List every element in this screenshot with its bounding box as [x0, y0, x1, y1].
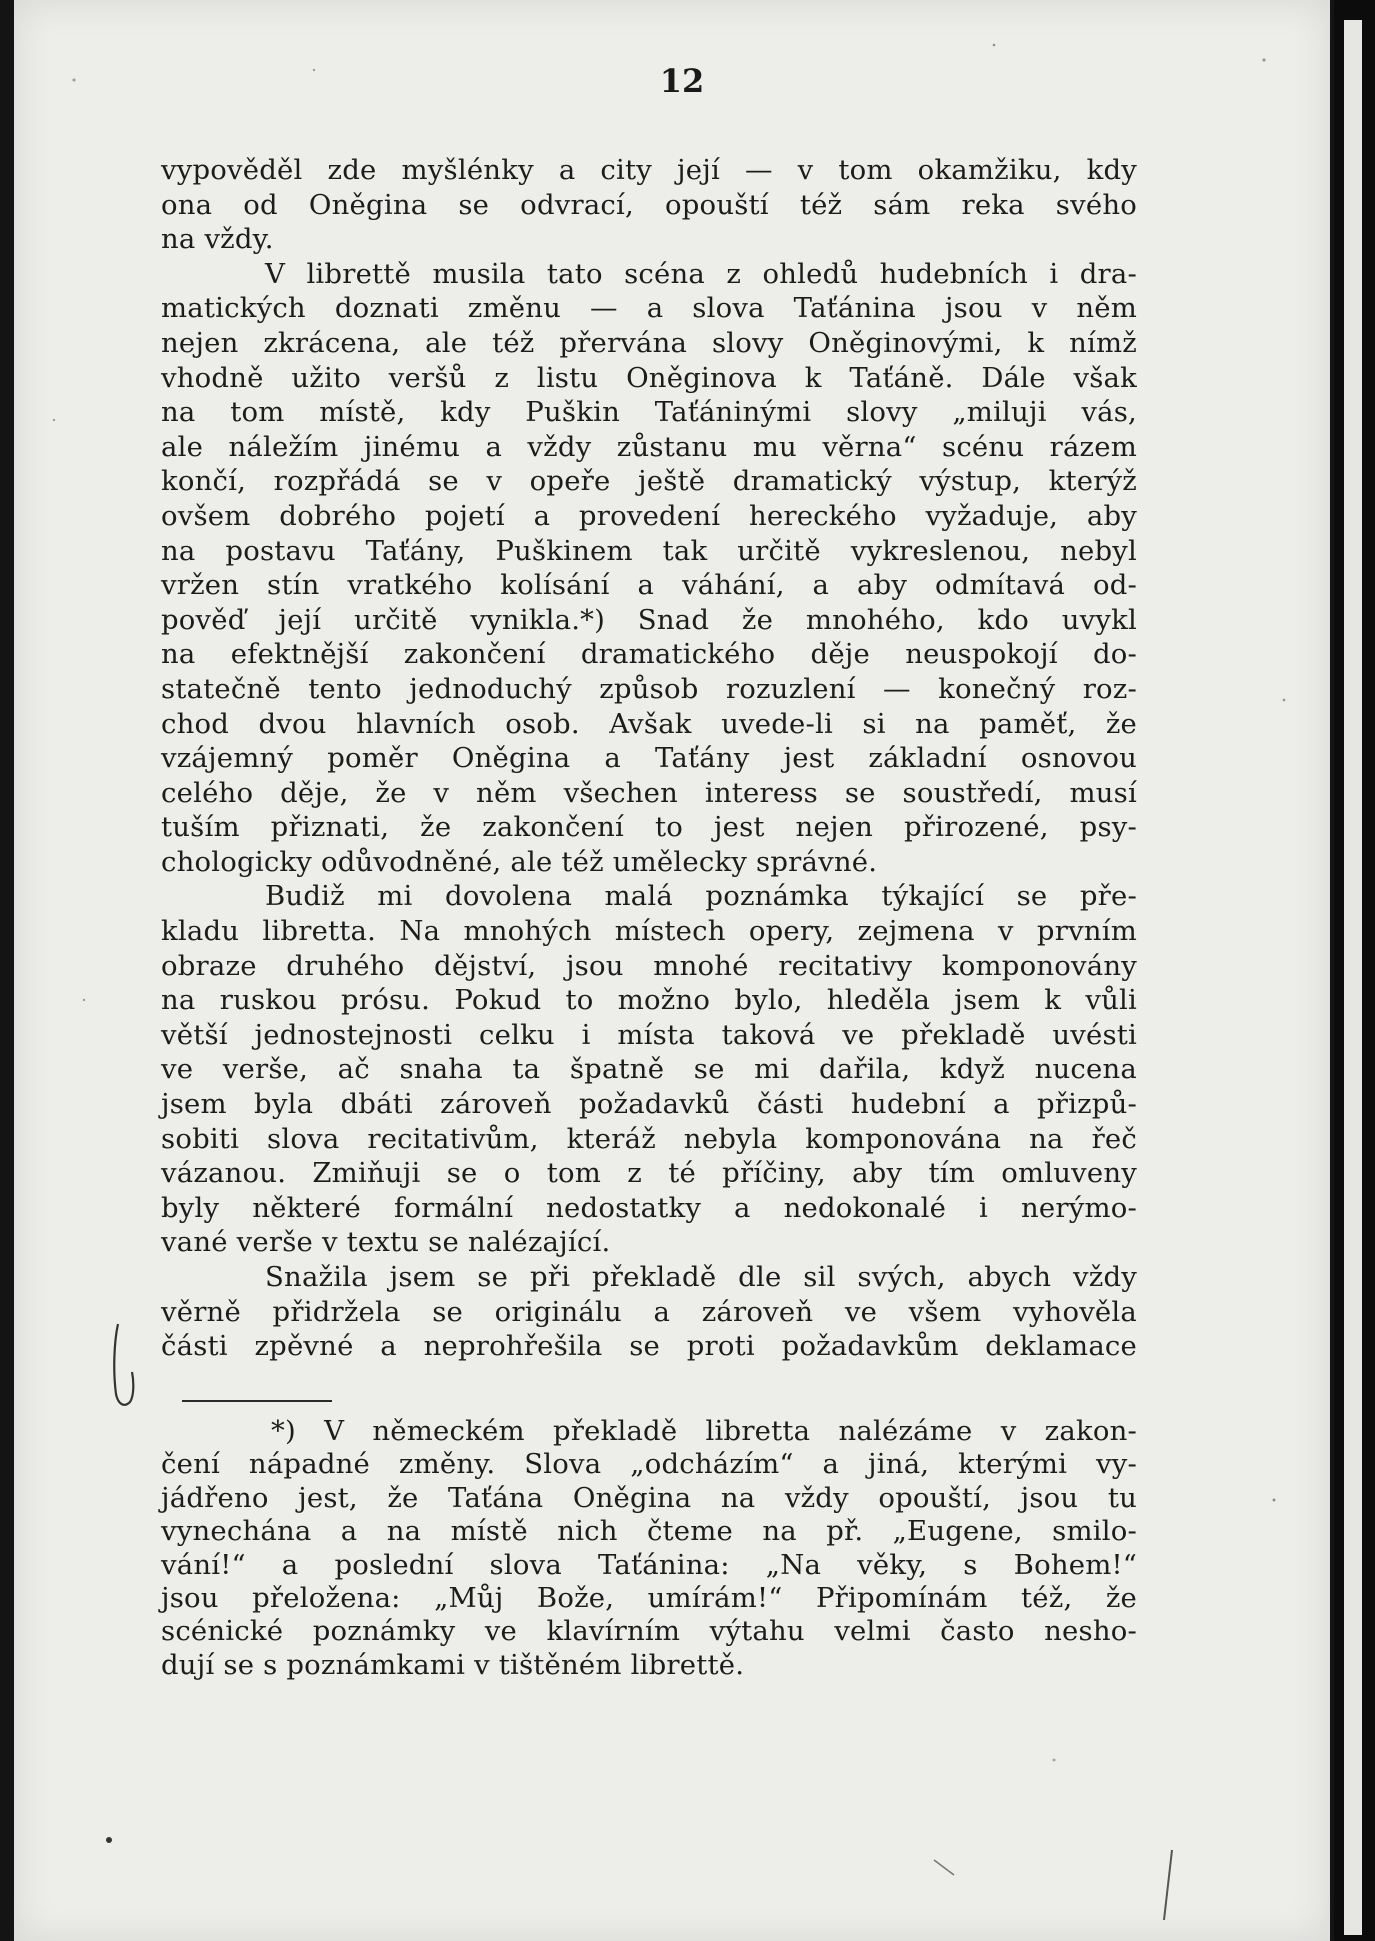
text-line: na tom místě, kdy Puškin Taťáninými slovy „miluji vás,	[161, 396, 1137, 429]
footnote-separator	[182, 1400, 332, 1402]
text-line: jsem byla dbáti zároveň požadavků části hudební a přizpů-	[161, 1088, 1137, 1121]
text-line: Snažila jsem se při překladě dle sil svých, abych vždy	[265, 1261, 1137, 1293]
text-line: vázanou. Zmiňuji se o tom z té příčiny, aby tím omluveny	[161, 1157, 1137, 1190]
text-line: ve verše, ač snaha ta špatně se mi dařila, když nucena	[161, 1053, 1137, 1086]
footnote-line: scénické poznámky ve klavírním výtahu velmi často nesho-	[161, 1615, 1137, 1648]
text-line: matických doznati změnu — a slova Taťánina jsou v něm	[161, 292, 1137, 325]
text-line: končí, rozpřádá se v opeře ještě dramatický výstup, kterýž	[161, 465, 1137, 498]
next-page-edge	[1344, 20, 1362, 1935]
text-line: na postavu Taťány, Puškinem tak určitě vykreslenou, nebyl	[161, 534, 1137, 567]
text-line: tuším přiznati, že zakončení to jest nejen přirozené, psy-	[161, 811, 1137, 844]
footnote-line: jádřeno jest, že Taťána Oněgina na vždy opouští, jsou tu	[161, 1481, 1137, 1514]
footnote-line: čení nápadné změny. Slova „odcházím“ a jiná, kterými vy-	[161, 1448, 1137, 1481]
body-text	[161, 153, 1137, 1364]
footnote-line: dují se s poznámkami v tištěném librettě.	[161, 1648, 745, 1681]
text-line: části zpěvné a neprohřešila se proti požadavkům deklamace	[161, 1330, 1137, 1363]
text-line: vzájemný poměr Oněgina a Taťány jest základní osnovou	[161, 742, 1137, 775]
text-line: větší jednostejnosti celku i místa taková ve překladě uvésti	[161, 1018, 1137, 1051]
text-line: ale náležím jinému a vždy zůstanu mu věrna“ scénu rázem	[161, 430, 1137, 463]
scan-edge	[1334, 0, 1375, 1941]
text-line: na efektnější zakončení dramatického děje neuspokojí do-	[161, 638, 1137, 671]
page-number: 12	[659, 62, 705, 100]
text-line: Budiž mi dovolena malá poznámka týkající se pře-	[265, 880, 1137, 913]
footnote	[161, 1415, 1137, 1682]
text-line: na ruskou prósu. Pokud to možno bylo, hleděla jsem k vůli	[161, 984, 1137, 1017]
text-line: vhodně užito veršů z listu Oněginova k Taťáně. Dále však	[161, 361, 1137, 394]
text-line: celého děje, že v něm všechen interess se soustředí, musí	[161, 776, 1137, 809]
text-line: sobiti slova recitativům, kteráž nebyla komponována na řeč	[161, 1122, 1137, 1155]
pencil-margin-mark	[110, 1322, 140, 1412]
text-line: pověď její určitě vynikla.*) Snad že mnohého, kdo uvykl	[161, 603, 1137, 636]
footnote-line: vání!“ a poslední slova Taťánina: „Na věky, s Bohem!“	[161, 1548, 1137, 1581]
footnote-line: jsou přeložena: „Můj Bože, umírám!“ Připomínám též, že	[161, 1582, 1137, 1615]
text-line: byly některé formální nedostatky a nedokonalé i nerýmo-	[161, 1191, 1137, 1224]
text-line: vržen stín vratkého kolísání a váhání, a aby odmítavá od-	[161, 569, 1137, 602]
text-line: statečně tento jednoduchý způsob rozuzlení — konečný roz-	[161, 672, 1137, 705]
text-line: vypověděl zde myšlénky a city její — v tom okamžiku, kdy	[161, 154, 1137, 186]
text-line: chod dvou hlavních osob. Avšak uvede-li si na paměť, že	[161, 707, 1137, 740]
text-line: ona od Oněgina se odvrací, opouští též sám reka svého	[161, 188, 1137, 221]
footnote-line: vynechána a na místě nich čteme na př. „Eugene, smilo-	[161, 1515, 1137, 1548]
book-page	[14, 0, 1330, 1941]
text-line: obraze druhého dějství, jsou mnohé recitativy komponovány	[161, 949, 1137, 982]
text-line: vané verše v textu se nalézající.	[161, 1226, 611, 1259]
text-line: na vždy.	[161, 223, 274, 256]
text-line: věrně přidržela se originálu a zároveň ve všem vyhověla	[161, 1295, 1137, 1328]
text-line: nejen zkrácena, ale též přervána slovy Oněginovými, k nímž	[161, 326, 1137, 359]
text-line: chologicky odůvodněné, ale též umělecky správné.	[161, 845, 878, 878]
text-line: V librettě musila tato scéna z ohledů hudebních i dra-	[265, 257, 1137, 290]
text-line: ovšem dobrého pojetí a provedení hereckého vyžaduje, aby	[161, 499, 1137, 532]
footnote-line: *) V německém překladě libretta nalézáme v zakon-	[271, 1415, 1137, 1447]
text-line: kladu libretta. Na mnohých místech opery, zejmena v prvním	[161, 915, 1137, 948]
